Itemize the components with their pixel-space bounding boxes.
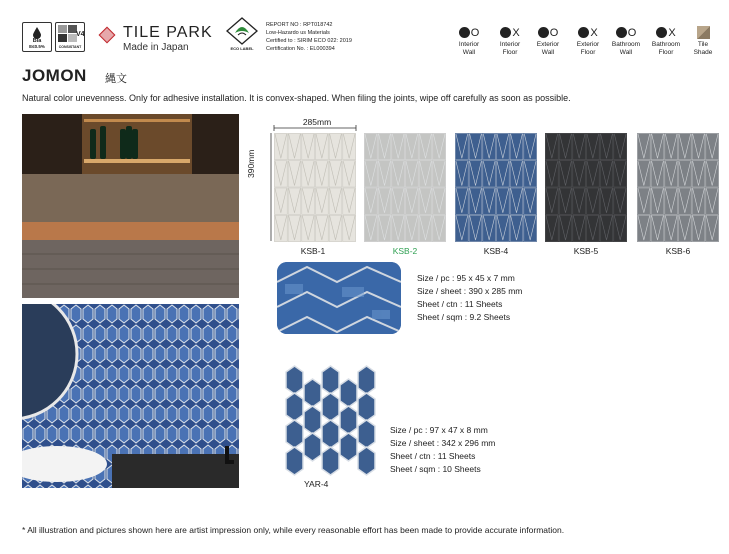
exterior-wall-icon [538, 27, 549, 38]
usage-tile-shade: Tile Shade [683, 24, 723, 56]
interior-floor-icon [500, 27, 511, 38]
tile-sheet-ksb-5 [545, 133, 627, 242]
height-dimension: 390mm [246, 149, 256, 178]
shade-grid-icon [58, 25, 78, 43]
ksb-sheet-ctn: Sheet / ctn : 11 Sheets [417, 299, 503, 309]
bla-label: Bla [32, 38, 42, 44]
hex-tile [304, 433, 321, 461]
usage-interior-wall: O Interior Wall [458, 26, 480, 56]
ksb-size-pc: Size / pc : 95 x 45 x 7 mm [417, 273, 515, 283]
hex-tile [286, 420, 303, 448]
tile-shade-icon [697, 26, 710, 39]
report-line-4: Certification No. : EL000394 [266, 46, 335, 52]
report-line-2: Low-Hazardo us Materials [266, 30, 330, 36]
water-absorption-badge [22, 22, 52, 52]
hex-tile [322, 420, 339, 448]
eco-label-icon [226, 17, 258, 57]
variant-code-ksb-2: KSB-2 [392, 246, 418, 256]
ksb-specs [417, 272, 522, 324]
hex-tile [286, 393, 303, 421]
brand-name: TILE PARK [123, 24, 213, 41]
eco-label-text: ECO LABEL [230, 46, 254, 51]
hex-tile [340, 379, 357, 407]
hex-tile [286, 366, 303, 394]
variant-code-ksb-4: KSB-4 [483, 246, 509, 256]
tile-sheet-ksb-4 [455, 133, 537, 242]
tile-sheet-ksb-2 [364, 133, 446, 242]
hex-tile [322, 447, 339, 475]
usage-exterior-floor: X Exterior Floor [576, 26, 600, 56]
width-dimension: 285mm [302, 117, 332, 127]
hex-tile [358, 447, 375, 475]
hex-tile [358, 420, 375, 448]
tile-sheet-ksb-1 [274, 133, 356, 242]
bathroom-floor-icon [656, 27, 667, 38]
hex-tile [340, 433, 357, 461]
hex-tile [304, 406, 321, 434]
ksb-closeup-image [277, 262, 401, 334]
usage-bathroom-wall: O Bathroom Wall [611, 26, 641, 56]
tile-sheet-ksb-6 [637, 133, 719, 242]
yar-specs [390, 424, 495, 476]
yar-sheet-sqm: Sheet / sqm : 10 Sheets [390, 464, 481, 474]
variant-code-ksb-1: KSB-1 [300, 246, 326, 256]
product-description: Natural color unevenness. Only for adhesive installation. It is convex-shaped. When filing the joints, wipe off carefully as soon as possible. [22, 93, 571, 103]
bathroom-wall-icon [616, 27, 627, 38]
yar-sheet-ctn: Sheet / ctn : 11 Sheets [390, 451, 476, 461]
usage-interior-floor: X Interior Floor [499, 26, 521, 56]
shade-variation-badge [55, 22, 85, 52]
hex-tile [322, 393, 339, 421]
ksb-size-sheet: Size / sheet : 390 x 285 mm [417, 286, 523, 296]
variant-code-ksb-6: KSB-6 [665, 246, 691, 256]
disclaimer-footer: * All illustration and pictures shown here are artist impression only, while every reasonable effort has been made to provide accurate information. [22, 525, 565, 535]
ksb-sheet-sqm: Sheet / sqm : 9.2 Sheets [417, 312, 511, 322]
brand-subtitle: Made in Japan [123, 42, 189, 53]
bar-scene-image [22, 114, 239, 298]
report-line-3: Certified to : SIRIM ECO 022: 2019 [266, 38, 352, 44]
bathroom-photo [22, 304, 239, 488]
tile-park-logo-icon [97, 25, 117, 45]
usage-bathroom-floor: X Bathroom Floor [651, 26, 681, 56]
hex-tile [322, 366, 339, 394]
hex-tile [340, 406, 357, 434]
absorption-label: E≤0.5% [29, 44, 45, 49]
v4-label: V4 [76, 31, 85, 38]
usage-exterior-wall: O Exterior Wall [536, 26, 560, 56]
yar-4-tile-sheet [283, 365, 379, 477]
hex-tile [358, 366, 375, 394]
certification-info [266, 21, 352, 53]
product-title: JOMON [22, 66, 87, 85]
consistant-label: CONSISTANT [58, 45, 82, 49]
hex-tile [358, 393, 375, 421]
ksb-closeup-photo [277, 262, 401, 334]
interior-wall-icon [459, 27, 470, 38]
variant-code-ksb-5: KSB-5 [573, 246, 599, 256]
report-line-1: REPORT NO : RPT018742 [266, 22, 333, 28]
yar-size-sheet: Size / sheet : 342 x 296 mm [390, 438, 496, 448]
yar-code: YAR-4 [304, 479, 329, 489]
water-drop-icon [23, 25, 51, 39]
product-title-jp: 縄文 [105, 73, 127, 85]
hex-tile [286, 447, 303, 475]
yar-size-pc: Size / pc : 97 x 47 x 8 mm [390, 425, 488, 435]
hex-tile [304, 379, 321, 407]
exterior-floor-icon [578, 27, 589, 38]
bathroom-scene-image [22, 304, 239, 488]
bar-interior-photo [22, 114, 239, 298]
